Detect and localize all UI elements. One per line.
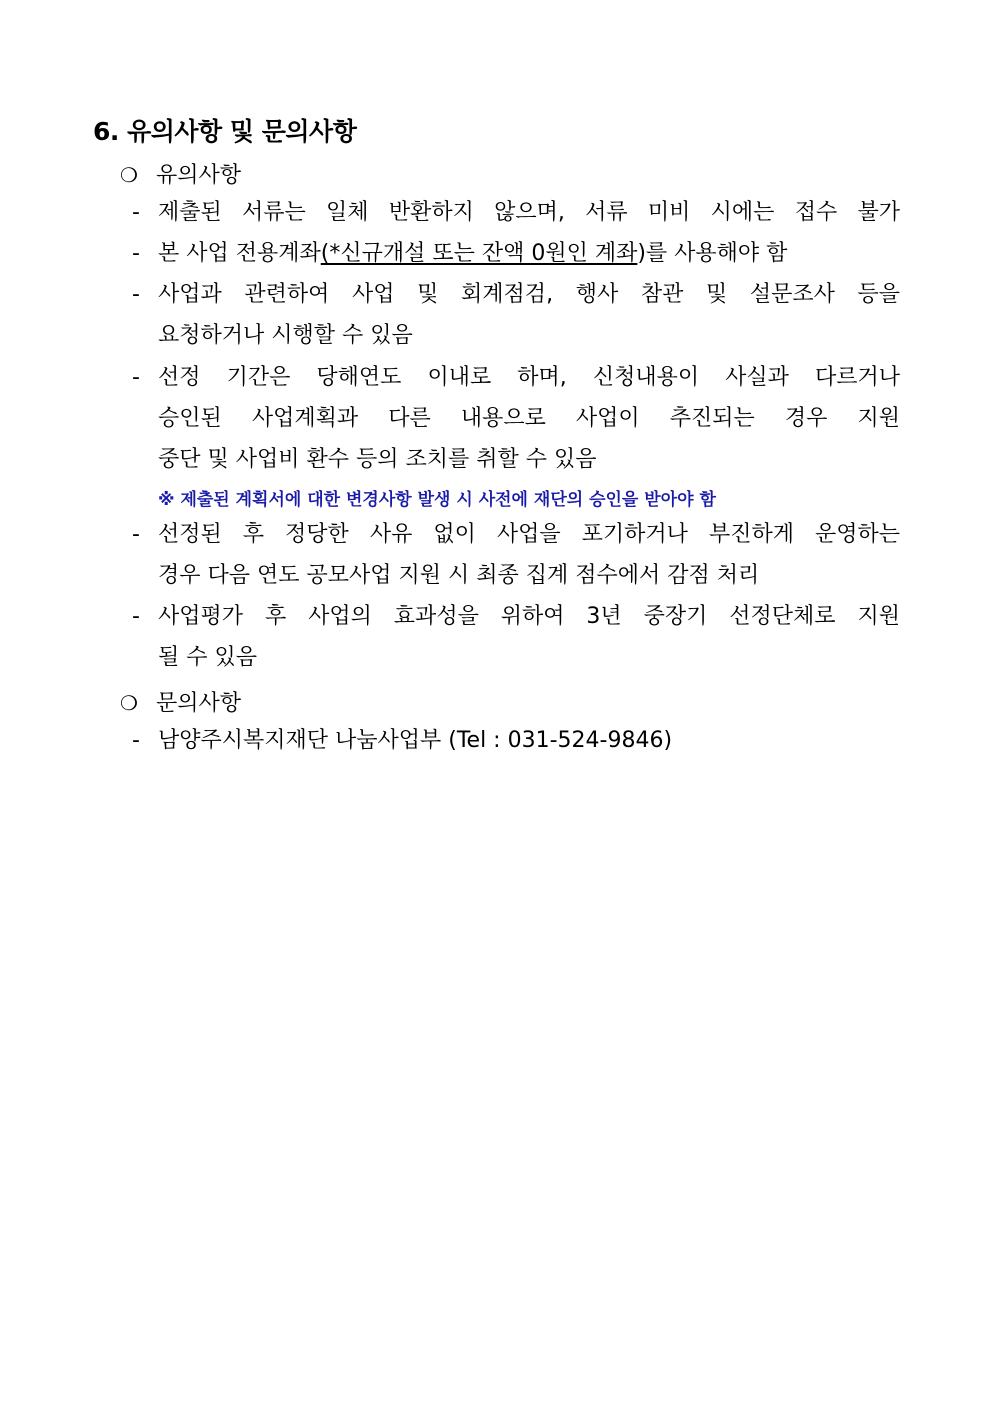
note-line: 요청하거나 시행할 수 있음	[158, 323, 413, 348]
callout-note: ※ 제출된 계획서에 대한 변경사항 발생 시 사전에 재단의 승인을 받아야 함	[158, 490, 716, 510]
note-line	[132, 357, 900, 398]
note-line	[132, 596, 900, 637]
contact-text: 남양주시복지재단 나눔사업부 (Tel : 031-524-9846)	[158, 728, 673, 753]
inquiry-subheading	[120, 686, 241, 717]
note-line	[132, 233, 900, 274]
dash-marker: -	[132, 604, 140, 629]
note-line: 승인된 사업계획과 다른 내용으로 사업이 추진되는 경우 지원	[158, 406, 900, 431]
note-line: 중단 및 사업비 환수 등의 조치를 취할 수 있음	[158, 447, 597, 472]
note-text: 사업평가 후 사업의 효과성을 위하여 3년 중장기 선정단체로 지원	[158, 604, 900, 629]
note-line: 될 수 있음	[158, 645, 257, 670]
dash-marker: -	[132, 241, 140, 266]
note-text: )를 사용해야 함	[637, 241, 788, 266]
dash-marker: -	[132, 365, 140, 390]
contact-line	[132, 720, 900, 761]
dash-marker: -	[132, 522, 140, 547]
note-text: 제출된 서류는 일체 반환하지 않으며, 서류 미비 시에는 접수 불가	[158, 200, 900, 225]
section-heading: 6. 유의사항 및 문의사항	[93, 117, 357, 146]
dash-marker: -	[132, 200, 140, 225]
note-item-5	[132, 514, 900, 596]
note-line	[132, 192, 900, 233]
dash-marker: -	[132, 282, 140, 307]
inquiry-contact	[132, 720, 900, 761]
note-item-6	[132, 596, 900, 678]
note-line	[132, 274, 900, 315]
inquiry-title: 문의사항	[156, 691, 242, 716]
note-line: 경우 다음 연도 공모사업 지원 시 최종 집계 점수에서 감점 처리	[158, 563, 760, 588]
underlined-text: (*신규개설 또는 잔액 0원인 계좌	[320, 241, 638, 266]
notes-title: 유의사항	[156, 163, 242, 188]
note-line	[132, 514, 900, 555]
note-text: 선정된 후 정당한 사유 없이 사업을 포기하거나 부진하게 운영하는	[158, 522, 900, 547]
circle-bullet-icon: ❍	[120, 691, 138, 715]
dash-marker: -	[132, 728, 140, 753]
note-text: 사업과 관련하여 사업 및 회계점검, 행사 참관 및 설문조사 등을	[158, 282, 900, 307]
note-text: 본 사업 전용계좌	[158, 241, 321, 266]
note-item-4	[132, 357, 900, 480]
note-item-3	[132, 274, 900, 356]
note-item-2	[132, 233, 900, 274]
circle-bullet-icon: ❍	[120, 163, 138, 187]
notes-subheading	[120, 158, 241, 189]
note-text: 선정 기간은 당해연도 이내로 하며, 신청내용이 사실과 다르거나	[158, 365, 900, 390]
note-item-1	[132, 192, 900, 233]
